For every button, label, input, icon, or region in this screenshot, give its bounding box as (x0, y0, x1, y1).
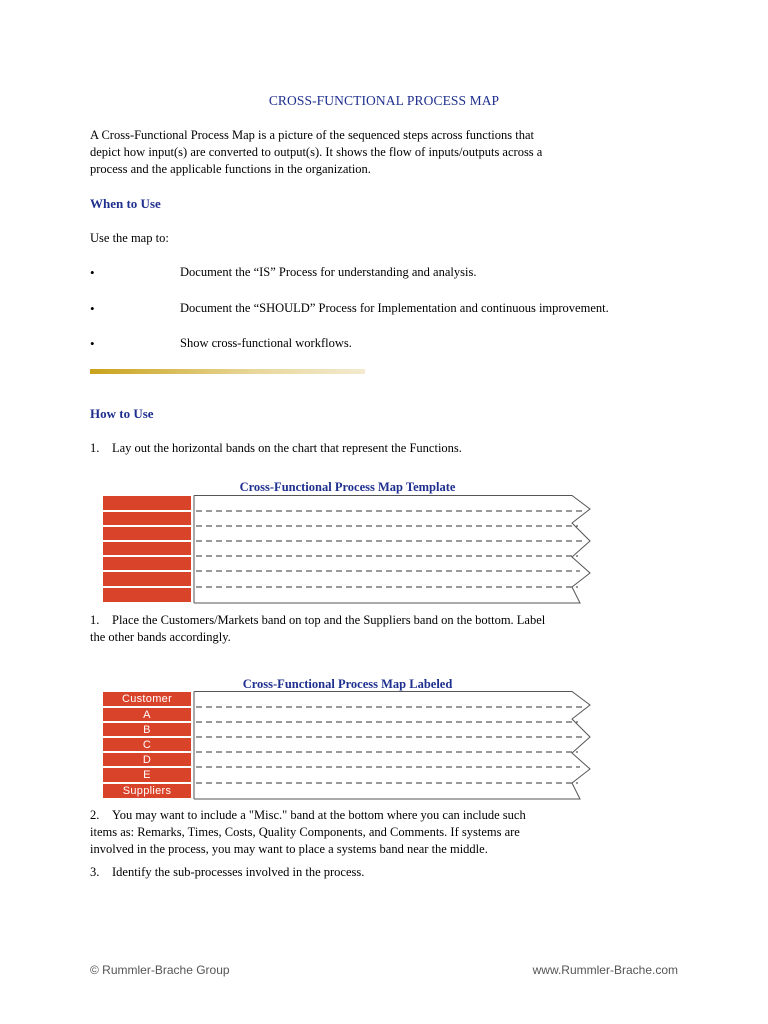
band-d: D (102, 752, 192, 767)
bullet-icon: • (90, 336, 95, 351)
template-band (102, 556, 192, 571)
labeled-diagram (102, 691, 592, 801)
bullet-icon: • (90, 265, 95, 280)
step-number: 3. (90, 865, 100, 879)
when-to-use-heading: When to Use (90, 196, 161, 211)
labeled-diagram-title: Cross-Functional Process Map Labeled (242, 677, 453, 691)
step-text: the other bands accordingly. (90, 630, 231, 644)
template-diagram (102, 495, 592, 605)
intro-line: A Cross-Functional Process Map is a picture of the sequenced steps across functions that (90, 128, 535, 142)
footer-copyright: © Rummler-Brache Group (90, 963, 230, 977)
step-text: You may want to include a "Misc." band at the bottom where you can include such (112, 808, 526, 822)
step-text: Place the Customers/Markets band on top and the Suppliers band on the bottom. Label (112, 613, 546, 627)
bullet-text: Document the “SHOULD” Process for Implementation and continuous improvement. (180, 301, 609, 315)
step-text: Lay out the horizontal bands on the chart that represent the Functions. (112, 441, 462, 455)
use-map-lead: Use the map to: (90, 231, 169, 245)
band-a: A (102, 707, 192, 722)
step-1b (90, 612, 610, 646)
intro-line: process and the applicable functions in the organization. (90, 162, 371, 176)
intro-paragraph (90, 127, 610, 178)
template-band (102, 541, 192, 556)
template-band (102, 526, 192, 541)
footer-website-link[interactable]: www.Rummler-Brache.com (532, 963, 678, 977)
band-e: E (102, 767, 192, 783)
step-number: 1. (90, 613, 100, 627)
template-band (102, 587, 192, 603)
band-c: C (102, 737, 192, 752)
step-2 (90, 807, 610, 858)
template-diagram-title: Cross-Functional Process Map Template (239, 480, 456, 494)
band-b: B (102, 722, 192, 737)
intro-line: depict how input(s) are converted to output(s). It shows the flow of inputs/outputs across a (90, 145, 543, 159)
how-to-use-heading: How to Use (90, 406, 154, 421)
template-band (102, 571, 192, 587)
step-number: 2. (90, 808, 100, 822)
band-customer: Customer (102, 691, 192, 707)
template-band (102, 495, 192, 511)
bullet-text: Show cross-functional workflows. (180, 336, 352, 350)
page-title: CROSS-FUNCTIONAL PROCESS MAP (268, 93, 500, 108)
bullet-text: Document the “IS” Process for understanding and analysis. (180, 265, 477, 279)
section-divider (90, 369, 365, 374)
step-text: Identify the sub-processes involved in the process. (112, 865, 365, 879)
bullet-icon: • (90, 301, 95, 316)
band-suppliers: Suppliers (102, 783, 192, 799)
step-text: items as: Remarks, Times, Costs, Quality Components, and Comments. If systems are (90, 825, 520, 839)
step-number: 1. (90, 441, 100, 455)
template-band (102, 511, 192, 526)
step-text: involved in the process, you may want to place a systems band near the middle. (90, 842, 488, 856)
